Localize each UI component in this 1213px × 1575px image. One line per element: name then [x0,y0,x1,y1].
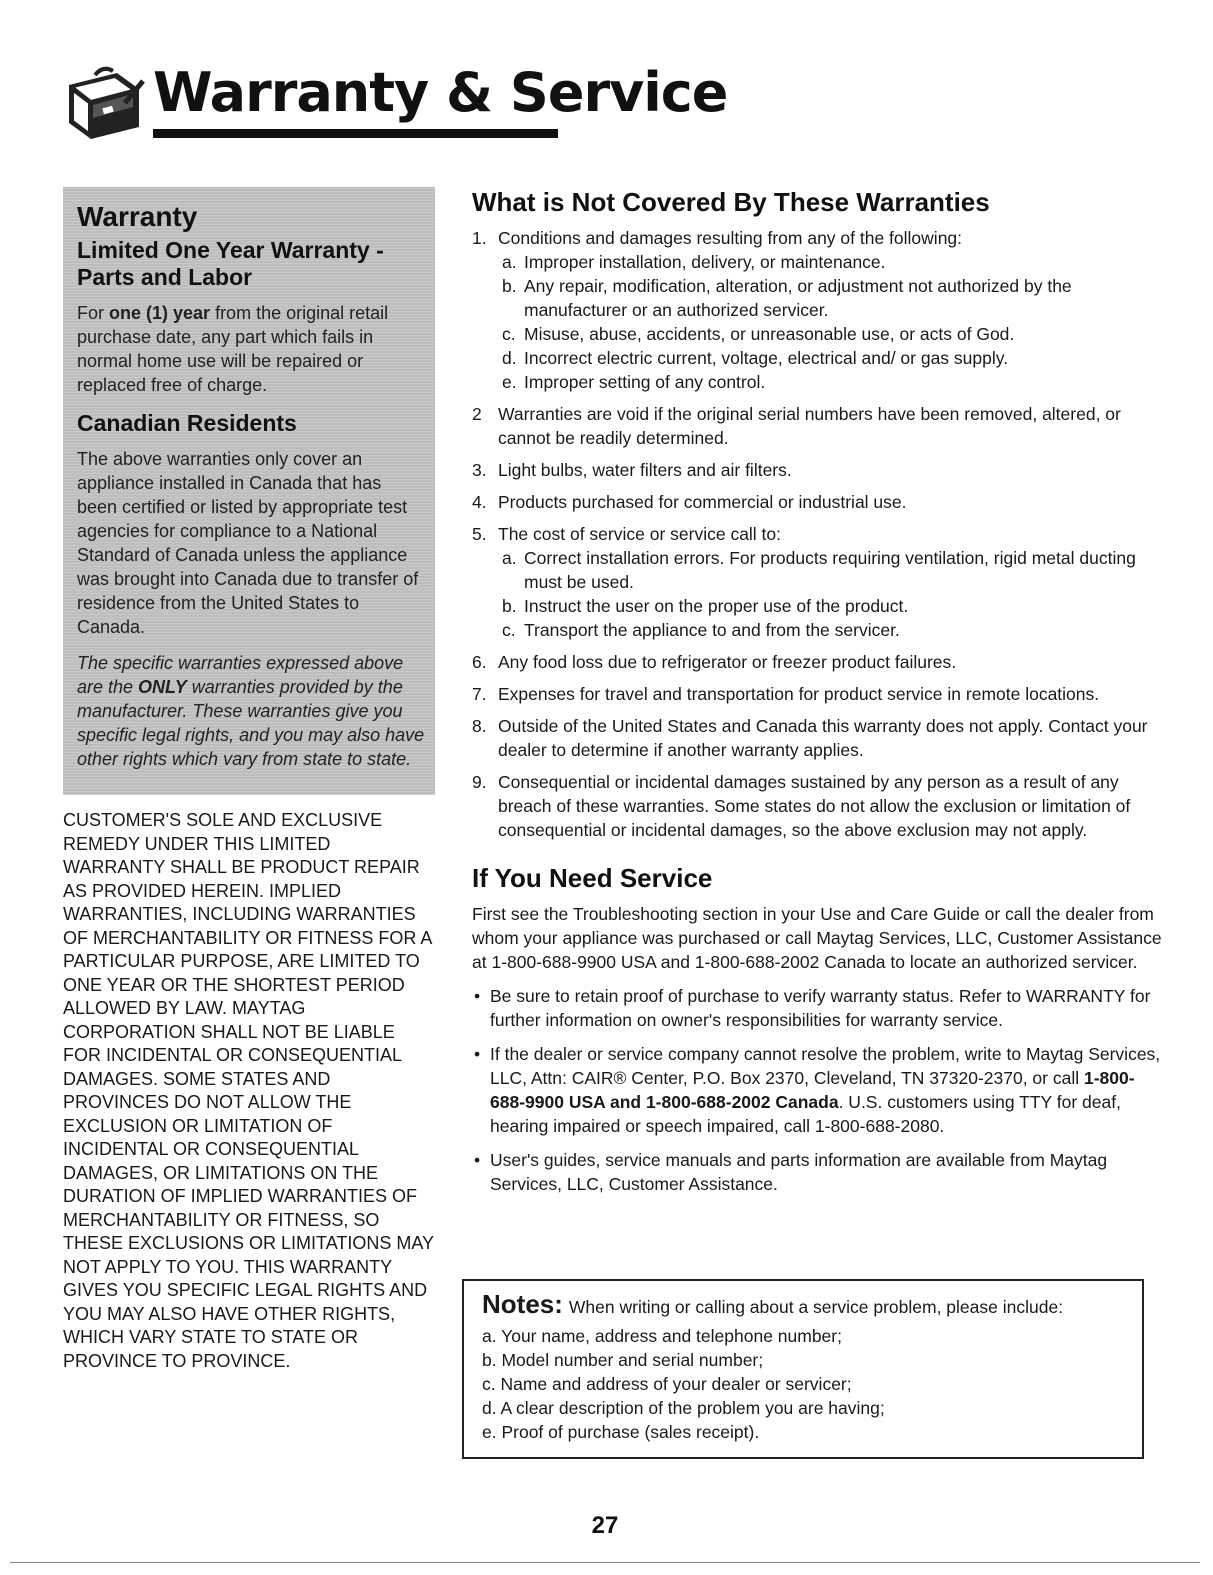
sub-list [498,546,1162,642]
list-item: • If the dealer or service company cannot resolve the problem, write to Maytag Services, LLC, Attn: CAIR® Center, P.O. Box 2370, Cleveland, TN 37320-2370, or call 1-800-688-9900 USA and 1-800-688-2002 Canada. U.S. customers using TTY for deaf, hearing impaired or speech impaired, call 1-800-688-2080. [474,1044,1161,1136]
list-item: 1. Conditions and damages resulting from any of the following: a. Improper installation, delivery, or maintenance. b. Any repair, modification, alteration, or adjustment not authorized by the manufacturer or an authorized servicer. c. Misuse, abuse, accidents, or unreasonable use, or acts of God. d. Incorrect electric current, voltage, electrical and/ or gas supply. e. Improper setting of any control. [472,226,1162,394]
warranty-box [63,187,435,795]
notes-header: Notes: When writing or calling about a service problem, please include: [482,1289,1064,1319]
sub-list-item: a. Correct installation errors. For products requiring ventilation, rigid metal ducting must be used. [502,548,1136,592]
list-item: 9. Consequential or incidental damages sustained by any person as a result of any breach of these warranties. Some states do not allow the exclusion or limitation of consequential or incidental damages, so the above exclusion may not apply. [472,772,1131,840]
warranty-subheading: Limited One Year Warranty - Parts and Labor [77,237,384,290]
list-item: • User's guides, service manuals and parts information are available from Maytag Services, LLC, Customer Assistance. [474,1150,1108,1194]
warranty-intro: For one (1) year from the original retail purchase date, any part which fails in normal home use will be repaired or replaced free of charge. [77,303,389,395]
title-underline [153,129,558,138]
notes-label: Notes: [482,1289,563,1319]
sub-list-item: b. Instruct the user on the proper use of the product. [502,596,909,616]
list-item: 8. Outside of the United States and Canada this warranty does not apply. Contact your dealer to determine if another warranty applies. [472,716,1148,760]
sub-list-item: d. Incorrect electric current, voltage, electrical and/ or gas supply. [502,348,1009,368]
list-item: 6. Any food loss due to refrigerator or freezer product failures. [472,652,957,672]
warranty-term: one (1) year [109,303,211,323]
toolbox-icon [55,63,145,143]
right-column [472,186,1162,1206]
list-item: 3. Light bulbs, water filters and air filters. [472,460,792,480]
list-item: b. Model number and serial number; [482,1350,764,1370]
sub-list [498,250,1162,394]
notes-list [482,1324,1124,1444]
canadian-residents-heading: Canadian Residents [77,410,297,436]
sub-list-item: b. Any repair, modification, alteration, or adjustment not authorized by the manufacturer or an authorized servicer. [502,276,1072,320]
page-number: 27 [591,1512,619,1539]
page-header [55,55,728,145]
footer-divider [10,1562,1200,1563]
list-item: • Be sure to retain proof of purchase to verify warranty status. Refer to WARRANTY for further information on owner's responsibilities for warranty service. [474,986,1151,1030]
sub-list-item: c. Transport the appliance to and from the servicer. [502,620,900,640]
list-item: a. Your name, address and telephone number; [482,1326,842,1346]
notes-box [462,1279,1144,1459]
exclusive-remedy-text: CUSTOMER'S SOLE AND EXCLUSIVE REMEDY UNDER THIS LIMITED WARRANTY SHALL BE PRODUCT REPAIR AS PROVIDED HEREIN. IMPLIED WARRANTIES, INCLUDING WARRANTIES OF MERCHANTABILITY OR FITNESS FOR A PARTICULAR PURPOSE, ARE LIMITED TO ONE YEAR OR THE SHORTEST PERIOD ALLOWED BY LAW. MAYTAG CORPORATION SHALL NOT BE LIABLE FOR INCIDENTAL OR CONSEQUENTIAL DAMAGES. SOME STATES AND PROVINCES DO NOT ALLOW THE EXCLUSION OR LIMITATION OF INCIDENTAL OR CONSEQUENTIAL DAMAGES, OR LIMITATIONS ON THE DURATION OF IMPLIED WARRANTIES OF MERCHANTABILITY OR FITNESS, SO THESE EXCLUSIONS OR LIMITATIONS MAY NOT APPLY TO YOU. THIS WARRANTY GIVES YOU SPECIFIC LEGAL RIGHTS AND YOU MAY ALSO HAVE OTHER RIGHTS, WHICH VARY STATE TO STATE OR PROVINCE TO PROVINCE. [63,810,434,1371]
sub-list-item: e. Improper setting of any control. [502,372,766,392]
sub-list-item: c. Misuse, abuse, accidents, or unreasonable use, or acts of God. [502,324,1015,344]
warranty-rights-text: The specific warranties expressed above are the ONLY warranties provided by the manufacturer. These warranties give you specific legal rights, and you may also have other rights which vary from state to state. [77,653,425,769]
not-covered-list [472,226,1162,842]
left-column [63,187,435,1373]
warranty-heading: Warranty [77,201,198,232]
list-item: 2 Warranties are void if the original serial numbers have been removed, altered, or cannot be readily determined. [472,404,1121,448]
list-item: c. Name and address of your dealer or servicer; [482,1374,852,1394]
list-item: 4. Products purchased for commercial or industrial use. [472,492,907,512]
sub-list-item: a. Improper installation, delivery, or maintenance. [502,252,886,272]
list-item: d. A clear description of the problem you are having; [482,1398,885,1418]
list-item: e. Proof of purchase (sales receipt). [482,1422,760,1442]
page-title: Warranty & Service [153,61,728,124]
service-heading: If You Need Service [472,863,713,893]
service-phone-numbers: 1-800-688-9900 USA and 1-800-688-2002 Canada [490,1068,1135,1112]
not-covered-heading: What is Not Covered By These Warranties [472,187,990,217]
service-bullets [472,984,1162,1196]
canadian-residents-text: The above warranties only cover an appliance installed in Canada that has been certified or listed by appropriate test agencies for compliance to a National Standard of Canada unless the appliance was brought into Canada due to transfer of residence from the United States to Canada. [77,449,419,637]
service-intro: First see the Troubleshooting section in your Use and Care Guide or call the dealer from whom your appliance was purchased or call Maytag Services, LLC, Customer Assistance at 1-800-688-9900 USA and 1-800-688-2002 Canada to locate an authorized servicer. [472,904,1162,972]
list-item: 7. Expenses for travel and transportation for product service in remote locations. [472,684,1100,704]
list-item: 5. The cost of service or service call to: a. Correct installation errors. For products requiring ventilation, rigid metal ducting must be used. b. Instruct the user on the proper use of the product. c. Transport the appliance to and from the servicer. [472,522,1162,642]
